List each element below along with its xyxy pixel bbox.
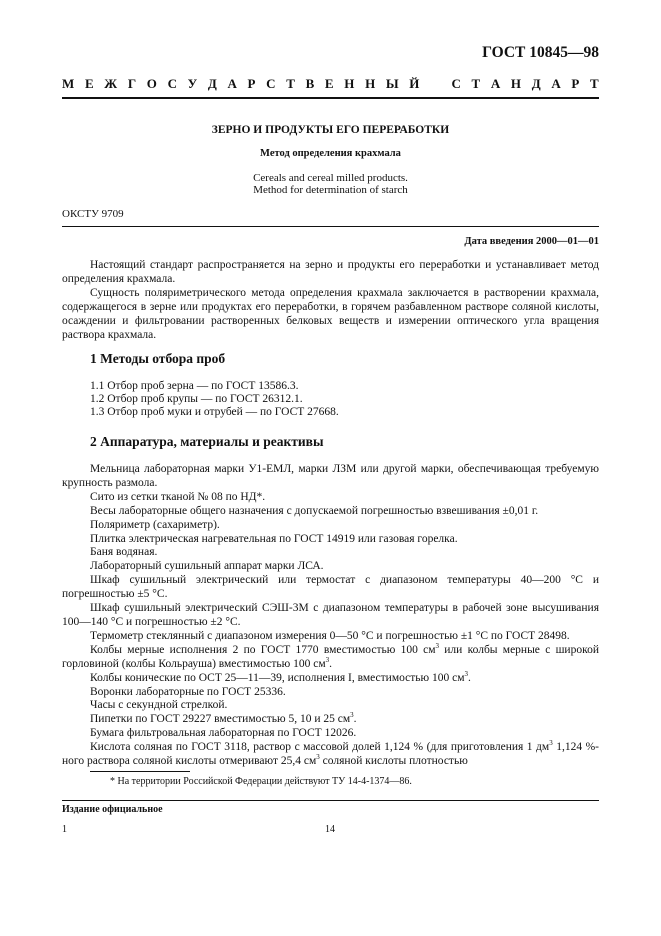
banner-letter: У [187, 76, 198, 91]
official-edition-label: Издание официальное [62, 804, 163, 815]
banner-letter: М [62, 76, 75, 91]
footnote: * На территории Российской Федерации действуют ТУ 14-4-1374—86. [110, 776, 412, 787]
footer-divider [62, 800, 599, 801]
intro-text [62, 259, 599, 342]
equipment-paragraph: Мельница лабораторная марки У1-ЕМЛ, марки ЛЗМ или другой марки, обеспечивающая требуемую крупность размола. [62, 463, 599, 489]
banner-letter: Т [471, 76, 481, 91]
intro-date: Дата введения 2000—01—01 [464, 236, 599, 247]
intro-paragraph: Сущность поляриметрического метода определения крахмала заключается в растворении крахмала, содержащегося в зерне или продуктах его переработки, в горячем разбавленном растворе соляной кислоты, осаждении и фильтровании растворенных белковых веществ и измерении оптического угла вращения раствора крахмала. [62, 286, 599, 341]
intro-paragraph: Настоящий стандарт распространяется на зерно и продукты его переработки и устанавливает метод определения крахмала. [62, 259, 599, 285]
section-1-heading: 1 Методы отбора проб [90, 351, 226, 366]
oksty-code: ОКСТУ 9709 [62, 208, 124, 220]
banner-letter: Ж [104, 76, 118, 91]
banner-letter: Н [510, 76, 522, 91]
list-item: 1.2 Отбор проб крупы — по ГОСТ 26312.1. [90, 392, 303, 405]
english-title-line-2: Method for determination of starch [253, 184, 408, 196]
banner-letter: Г [127, 76, 137, 91]
equipment-paragraph: Лабораторный сушильный аппарат марки ЛСА. [90, 560, 324, 573]
banner-letter: А [227, 76, 237, 91]
banner-letter: С [167, 76, 177, 91]
equipment-paragraph: Сито из сетки тканой № 08 по НД*. [90, 490, 266, 503]
equipment-paragraph: Баня водяная. [90, 546, 158, 559]
interstate-standard-banner [62, 76, 599, 92]
banner-letter: Т [590, 76, 599, 91]
banner-letter: Д [207, 76, 217, 91]
method-subtitle: Метод определения крахмала [260, 148, 401, 159]
date-divider [62, 226, 599, 227]
banner-letter: Р [247, 76, 256, 91]
equipment-paragraph: Кислота соляная по ГОСТ 3118, раствор с массовой долей 1,124 % (для приготовления 1 $дм^3$ 1,124 %-ного раствора соляной кислоты отмеривают 25,4 $см^3$ соляной кислоты плотностью [62, 739, 599, 768]
banner-letter: Т [286, 76, 295, 91]
footnote-divider [90, 771, 190, 772]
banner-letter: Д [531, 76, 541, 91]
banner-letter: О [146, 76, 157, 91]
banner-letter: В [305, 76, 315, 91]
banner-letter: А [551, 76, 561, 91]
equipment-paragraph: Плитка электрическая нагревательная по ГОСТ 14919 или газовая горелка. [90, 532, 458, 545]
banner-letter: Е [324, 76, 334, 91]
equipment-paragraph: Шкаф сушильный электрический или термостат с диапазоном температуры 40—200 °С и погрешностью ±5 °С. [62, 574, 599, 601]
gost-number: ГОСТ 10845—98 [482, 44, 599, 61]
english-title [62, 172, 599, 196]
equipment-paragraph: Поляриметр (сахариметр). [90, 518, 220, 531]
equipment-paragraph: Часы с секундной стрелкой. [90, 699, 228, 712]
banner-letter: Р [571, 76, 580, 91]
banner-letter: Е [84, 76, 94, 91]
header-divider [62, 97, 599, 99]
section-2-text [62, 463, 599, 769]
banner-letter: Ы [385, 76, 399, 91]
equipment-paragraph: Весы лабораторные общего назначения с допускаемой погрешностью взвешивания ±0,01 г. [90, 504, 539, 517]
equipment-paragraph: Шкаф сушильный электрический СЭШ-3М с диапазоном температуры в рабочей зоне высушивания 100—140 °С и погрешностью ±2 °С. [62, 602, 599, 628]
equipment-paragraph: Бумага фильтровальная лабораторная по ГОСТ 12026. [90, 727, 357, 740]
list-item: 1.3 Отбор проб муки и отрубей — по ГОСТ 27668. [90, 405, 339, 418]
equipment-paragraph: Термометр стеклянный с диапазоном измерения 0—50 °С и погрешностью ±1 °С по ГОСТ 28498. [90, 629, 570, 642]
list-item: 1.1 Отбор проб зерна — по ГОСТ 13586.3. [90, 380, 299, 392]
equipment-paragraph: Колбы мерные исполнения 2 по ГОСТ 1770 вместимостью 100 $см^3$ или колбы мерные с широкой горловиной (колбы Кольрауша) вместимостью 100 $см^3$. [62, 641, 599, 670]
sheet-number: 1 [62, 824, 67, 835]
document-title: ЗЕРНО И ПРОДУКТЫ ЕГО ПЕРЕРАБОТКИ [211, 124, 450, 136]
banner-letter: С [451, 76, 461, 91]
banner-letter: С [266, 76, 276, 91]
equipment-paragraph: Колбы конические по ОСТ 25—11—39, исполнения I, вместимостью 100 $см^3$. [90, 669, 471, 684]
english-title-line-1: Cereals and cereal milled products. [253, 172, 408, 184]
banner-letter: Н [344, 76, 355, 91]
banner-letter: Й [409, 76, 420, 91]
section-2-heading: 2 Аппаратура, материалы и реактивы [90, 434, 324, 449]
page-number: 14 [325, 824, 335, 835]
banner-letter: А [490, 76, 501, 91]
banner-letter: Н [365, 76, 376, 91]
equipment-paragraph: Пипетки по ГОСТ 29227 вместимостью 5, 10 и 25 $см^3$. [90, 711, 357, 726]
section-1-list [90, 380, 339, 418]
equipment-paragraph: Воронки лабораторные по ГОСТ 25336. [90, 685, 286, 698]
